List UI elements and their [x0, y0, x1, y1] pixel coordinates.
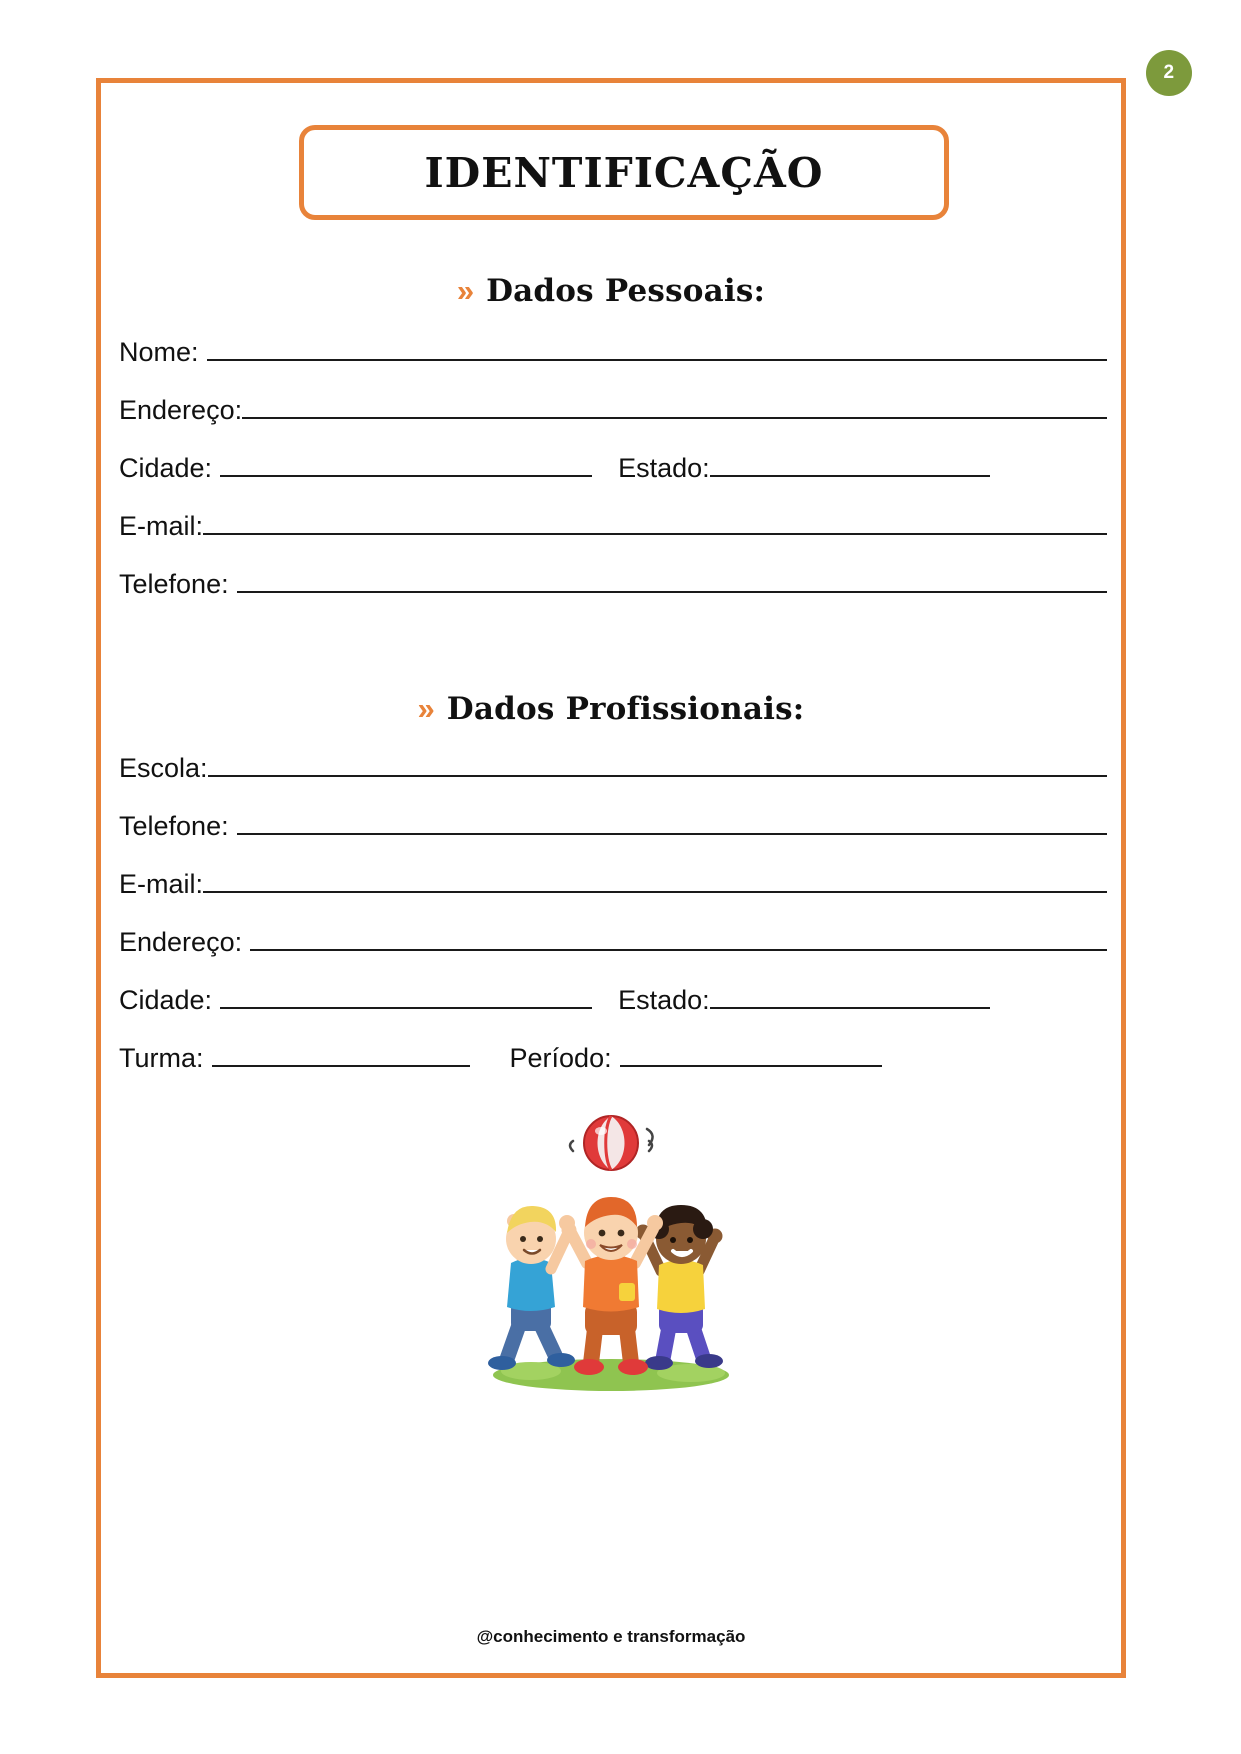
field-label-email-prof: E-mail:	[119, 869, 204, 899]
field-label-cidade: Cidade:	[119, 453, 213, 483]
field-label-telefone-prof: Telefone:	[119, 811, 229, 841]
field-label-periodo: Período:	[509, 1043, 612, 1073]
field-label-email: E-mail:	[119, 511, 204, 541]
field-label-cidade-prof: Cidade:	[119, 985, 213, 1015]
form-row-cidade-estado-prof	[115, 983, 1107, 1041]
form-row-cidade-estado	[115, 451, 1107, 509]
form-row-endereco-prof	[115, 925, 1107, 983]
field-input-turma[interactable]	[212, 1041, 470, 1067]
field-input-endereco-prof[interactable]	[250, 925, 1107, 951]
field-input-email[interactable]	[203, 509, 1107, 535]
field-input-escola-cont[interactable]	[987, 751, 1107, 777]
field-input-email-prof[interactable]	[203, 867, 1107, 893]
page-number-text: 2	[1163, 62, 1175, 83]
form-row-escola	[115, 751, 1107, 809]
form-section-dados-profissionais	[115, 751, 1107, 1099]
section-heading-label: Dados Pessoais:	[486, 273, 766, 309]
field-label-telefone: Telefone:	[119, 569, 229, 599]
page-title: IDENTIFICAÇÃO	[424, 148, 824, 197]
form-row-telefone	[115, 567, 1107, 625]
field-label-endereco: Endereço:	[119, 395, 243, 425]
section-heading-label: Dados Profissionais:	[446, 691, 805, 727]
field-label-estado-prof: Estado:	[618, 985, 710, 1015]
field-input-estado-prof[interactable]	[710, 983, 990, 1009]
ball-icon	[584, 1116, 638, 1170]
form-row-email-prof	[115, 867, 1107, 925]
form-row-turma-periodo	[115, 1041, 1107, 1099]
page-footer-credit: @conhecimento e transformação	[476, 1627, 746, 1646]
illustration-children-playing	[101, 1113, 1121, 1403]
field-input-cidade[interactable]	[220, 451, 592, 477]
field-input-nome-cont[interactable]	[987, 335, 1107, 361]
form-row-telefone-prof	[115, 809, 1107, 867]
field-label-escola: Escola:	[119, 753, 208, 783]
form-row-endereco	[115, 393, 1107, 451]
field-input-cidade-prof[interactable]	[220, 983, 592, 1009]
section-heading-dados-profissionais	[101, 691, 1121, 727]
children-ball-illustration-svg	[461, 1113, 761, 1403]
field-input-telefone[interactable]	[237, 567, 1107, 593]
field-input-estado[interactable]	[710, 451, 990, 477]
form-row-email	[115, 509, 1107, 567]
form-section-dados-pessoais	[115, 335, 1107, 625]
chevron-double-right-icon: »	[417, 691, 435, 726]
field-input-escola[interactable]	[208, 751, 987, 777]
section-heading-dados-pessoais	[101, 273, 1121, 309]
field-input-nome[interactable]	[207, 335, 987, 361]
worksheet-page-frame	[96, 78, 1126, 1678]
field-input-telefone-prof[interactable]	[237, 809, 1107, 835]
page-title-box	[299, 125, 949, 220]
chevron-double-right-icon: »	[456, 273, 475, 308]
page-number-badge	[1146, 50, 1192, 96]
field-label-turma: Turma:	[119, 1043, 204, 1073]
child-center	[559, 1197, 663, 1375]
field-input-periodo[interactable]	[620, 1041, 882, 1067]
field-input-endereco[interactable]	[242, 393, 1107, 419]
field-label-nome: Nome:	[119, 337, 199, 367]
field-label-endereco-prof: Endereço:	[119, 927, 243, 957]
field-label-estado: Estado:	[618, 453, 710, 483]
form-row-nome	[115, 335, 1107, 393]
